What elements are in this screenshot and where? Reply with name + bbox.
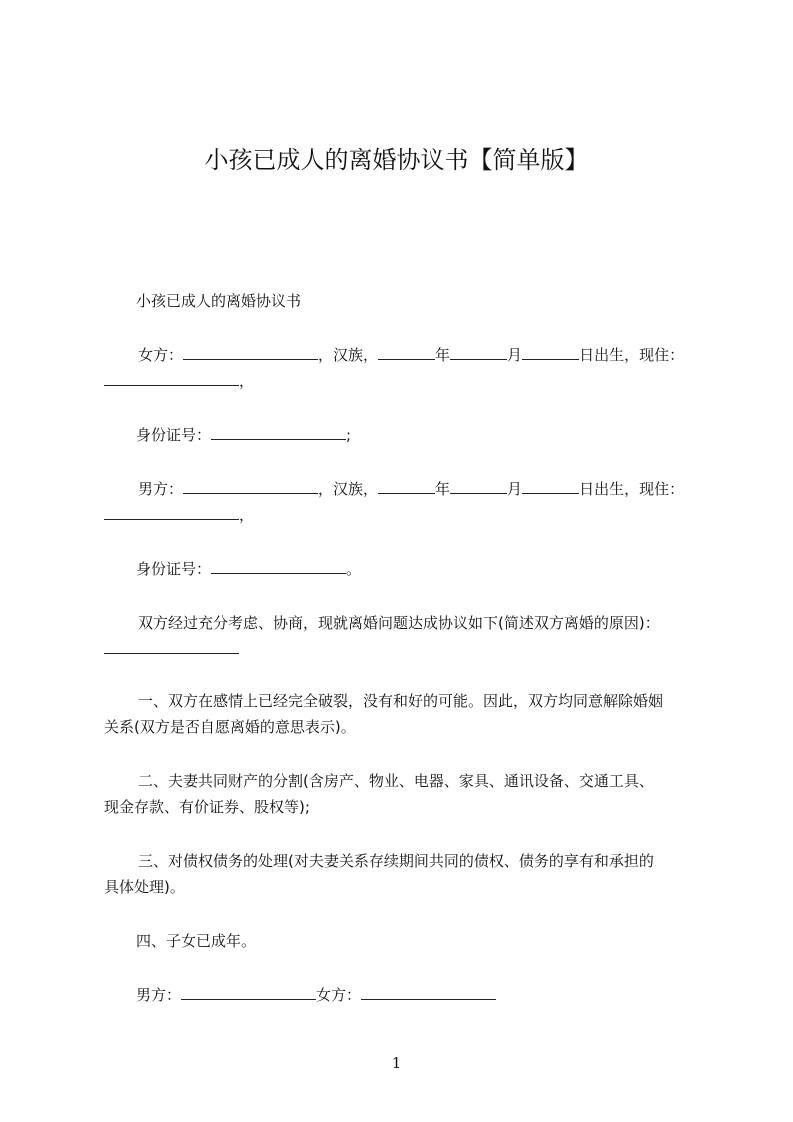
- female-comma: ，: [239, 372, 255, 390]
- clause-4: 四、子女已成年。: [136, 932, 257, 950]
- female-day-blank[interactable]: [522, 345, 579, 360]
- clause-1-line-2: 关系(双方是否自愿离婚的意思表示)。: [104, 718, 356, 736]
- clause-3-line-2: 具体处理)。: [104, 878, 185, 896]
- female-ethnic: ，汉族，: [318, 346, 379, 364]
- male-label: 男方：: [138, 480, 184, 498]
- male-ethnic: ，汉族，: [318, 480, 379, 498]
- female-info-line: [138, 345, 684, 365]
- female-month-blank[interactable]: [450, 345, 507, 360]
- document-title: 小孩已成人的离婚协议书【简单版】: [204, 146, 589, 174]
- subtitle: 小孩已成人的离婚协议书: [136, 292, 302, 310]
- female-id-blank[interactable]: [211, 425, 346, 440]
- male-name-blank[interactable]: [183, 479, 318, 494]
- female-id-end: ;: [346, 426, 352, 444]
- male-month-label: 月: [507, 480, 523, 498]
- male-id-label: 身份证号：: [136, 560, 212, 578]
- female-address-blank[interactable]: [104, 371, 239, 386]
- signature-male-blank[interactable]: [181, 985, 316, 1000]
- signature-female-label: 女方：: [316, 986, 362, 1004]
- female-year-label: 年: [435, 346, 451, 364]
- male-month-blank[interactable]: [450, 479, 507, 494]
- male-address-blank[interactable]: [104, 505, 239, 520]
- female-born-label: 日出生，现住：: [579, 346, 685, 364]
- intro-paragraph: 双方经过充分考虑、协商，现就离婚问题达成协议如下(简述双方离婚的原因)：: [138, 614, 660, 632]
- male-year-label: 年: [435, 480, 451, 498]
- signature-line: [136, 985, 496, 1005]
- signature-female-blank[interactable]: [361, 985, 496, 1000]
- clause-2-line-1: 二、夫妻共同财产的分割(含房产、物业、电器、家具、通讯设备、交通工具、: [138, 772, 654, 790]
- reason-blank[interactable]: [104, 639, 239, 654]
- male-address-line: [104, 505, 254, 525]
- female-id-label: 身份证号：: [136, 426, 212, 444]
- female-month-label: 月: [507, 346, 523, 364]
- male-info-line: [138, 479, 684, 499]
- clause-3-line-1: 三、对债权债务的处理(对夫妻关系存续期间共同的债权、债务的享有和承担的: [138, 852, 654, 870]
- male-day-blank[interactable]: [522, 479, 579, 494]
- male-id-end: 。: [346, 560, 362, 578]
- male-id-blank[interactable]: [211, 559, 346, 574]
- male-comma: ，: [239, 506, 255, 524]
- female-year-blank[interactable]: [378, 345, 435, 360]
- female-name-blank[interactable]: [183, 345, 318, 360]
- clause-2-line-2: 现金存款、有价证券、股权等);: [104, 798, 310, 816]
- male-id-line: [136, 559, 361, 579]
- female-label: 女方：: [138, 346, 184, 364]
- female-address-line: [104, 371, 254, 391]
- male-year-blank[interactable]: [378, 479, 435, 494]
- male-born-label: 日出生，现住：: [579, 480, 685, 498]
- clause-1-line-1: 一、双方在感情上已经完全破裂，没有和好的可能。因此，双方均同意解除婚姻: [138, 692, 664, 710]
- page-number: 1: [391, 1054, 402, 1072]
- female-id-line: [136, 425, 351, 445]
- reason-line: [104, 639, 239, 659]
- signature-male-label: 男方：: [136, 986, 182, 1004]
